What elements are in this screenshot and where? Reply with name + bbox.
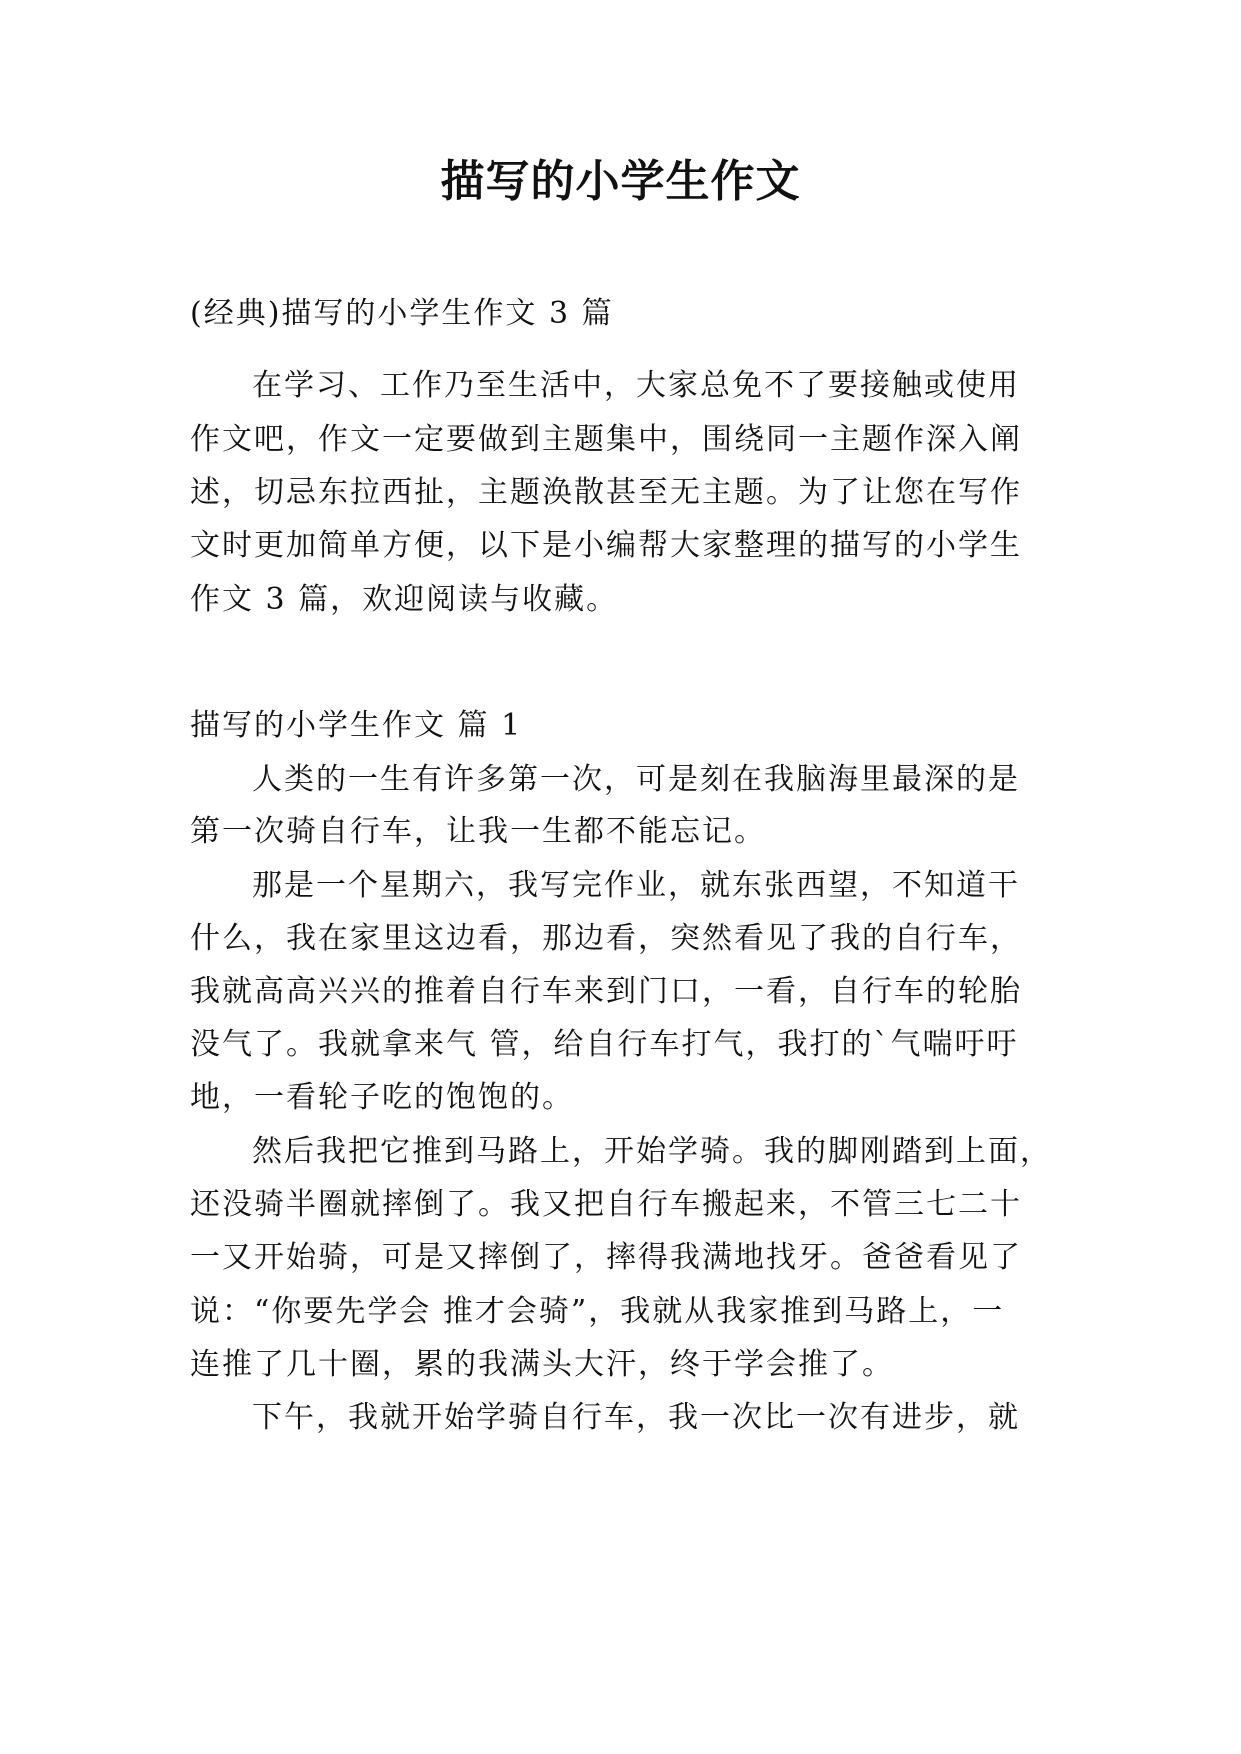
body-line: 还没骑半圈就摔倒了。我又把自行车搬起来，不管三七二十 (190, 1187, 1022, 1222)
intro-line: 在学习、工作乃至生活中，大家总免不了要接触或使用 (252, 368, 1020, 403)
intro-line: 作文吧，作文一定要做到主题集中，围绕同一主题作深入阐 (190, 422, 1022, 457)
intro-line: 文时更加简单方便，以下是小编帮大家整理的描写的小学生 (190, 528, 1022, 563)
body-line: 下午，我就开始学骑自行车，我一次比一次有进步，就 (252, 1400, 1020, 1435)
document-title: 描写的小学生作文 (440, 156, 801, 207)
body-line: 然后我把它推到马路上，开始学骑。我的脚刚踏到上面， (252, 1134, 1052, 1169)
body-line: 什么，我在家里这边看，那边看，突然看见了我的自行车， (190, 921, 1022, 956)
body-line: 地，一看轮子吃的饱饱的。 (190, 1080, 574, 1115)
section-heading: 描写的小学生作文 篇 1 (190, 708, 523, 743)
body-line: 一又开始骑，可是又摔倒了，摔得我满地找牙。爸爸看见了 (190, 1240, 1022, 1275)
body-line: 连推了几十圈，累的我满头大汗，终于学会推了。 (190, 1347, 894, 1382)
intro-line: 作文 3 篇，欢迎阅读与收藏。 (190, 582, 619, 617)
intro-line: 述，切忌东拉西扯，主题涣散甚至无主题。为了让您在写作 (190, 475, 1022, 510)
document-subtitle: (经典)描写的小学生作文 3 篇 (190, 296, 614, 331)
body-line: 没气了。我就拿来气 管，给自行车打气，我打的`气喘吁吁 (190, 1027, 1019, 1062)
body-line: 说：“你要先学会 推才会骑”，我就从我家推到马路上，一 (190, 1294, 1005, 1329)
body-line: 第一次骑自行车，让我一生都不能忘记。 (190, 814, 766, 849)
body-line: 我就高高兴兴的推着自行车来到门口，一看，自行车的轮胎 (190, 974, 1022, 1009)
body-line: 人类的一生有许多第一次，可是刻在我脑海里最深的是 (252, 762, 1020, 797)
body-line: 那是一个星期六，我写完作业，就东张西望，不知道干 (252, 868, 1020, 903)
